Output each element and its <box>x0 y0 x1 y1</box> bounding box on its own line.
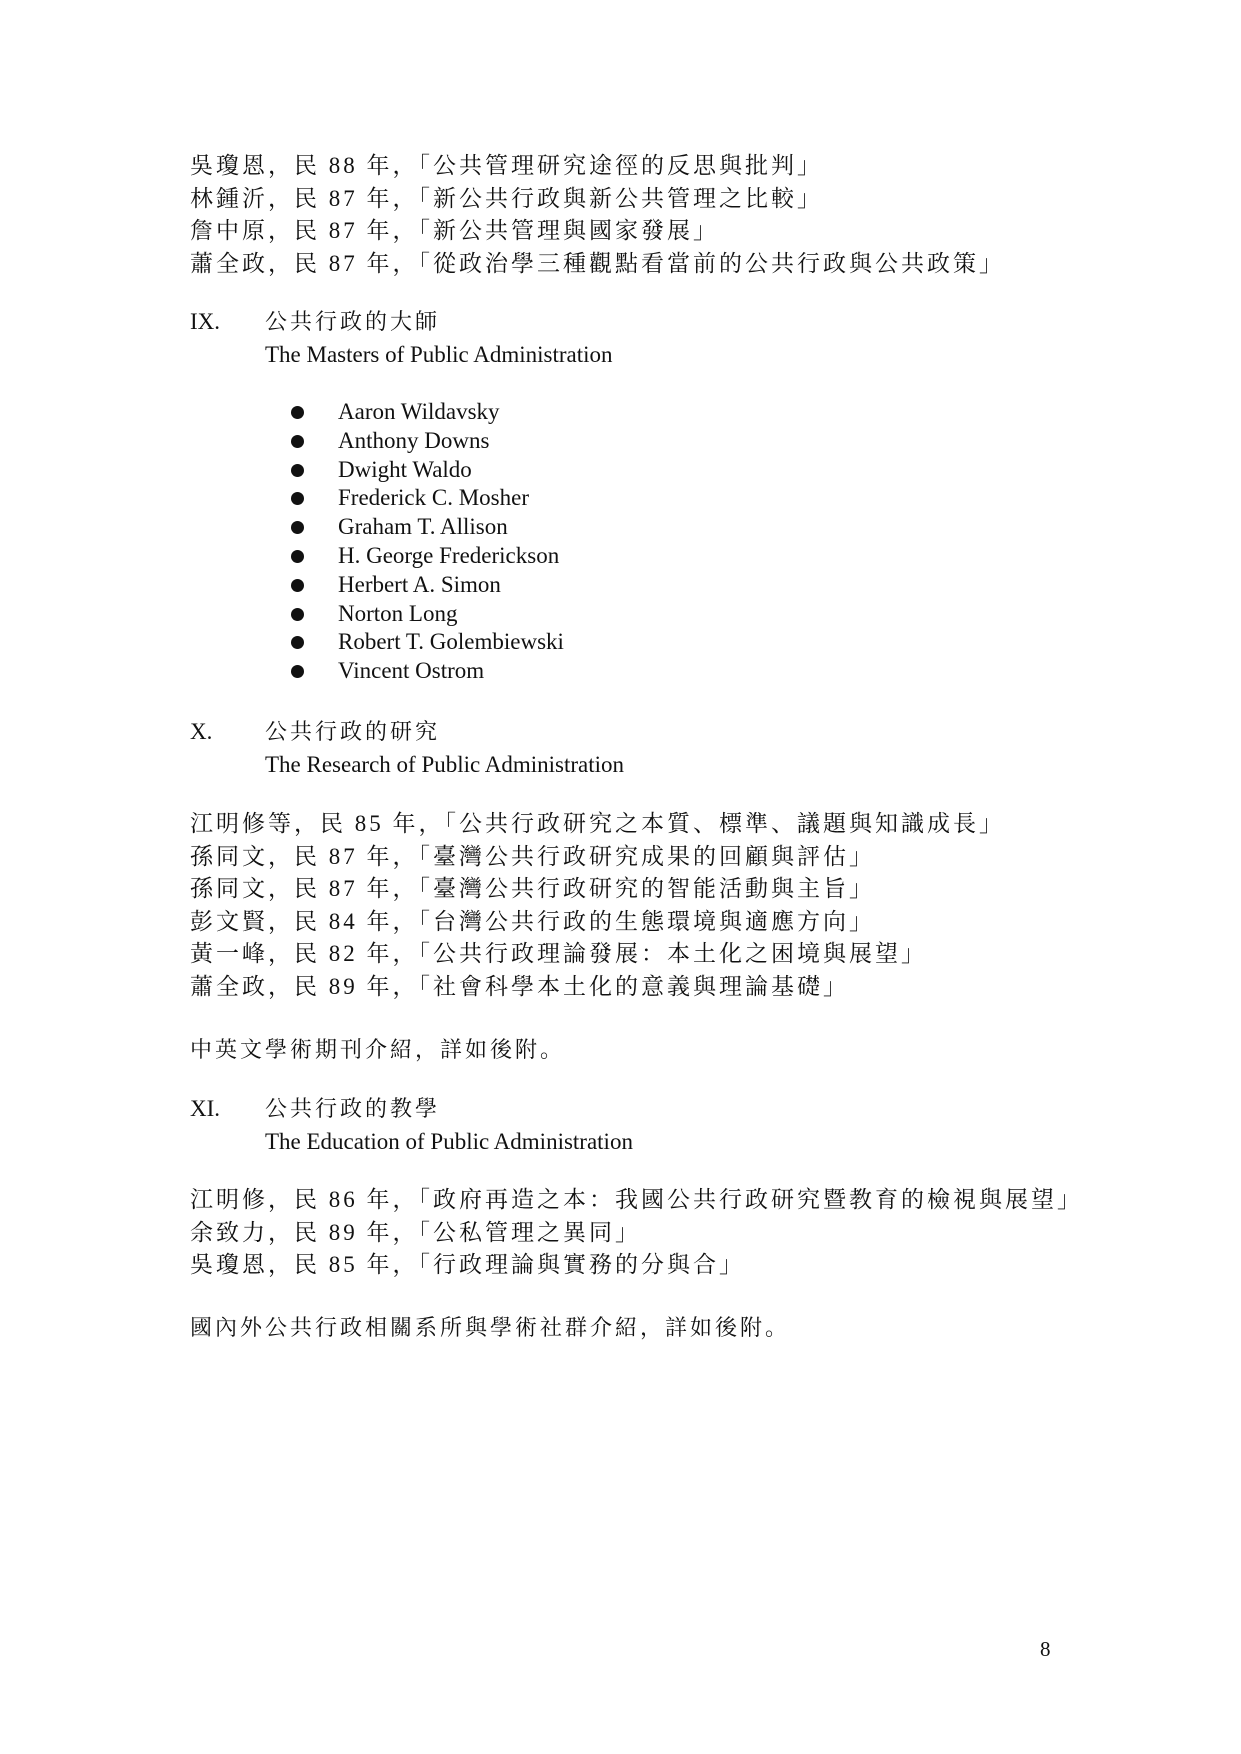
masters-list <box>290 398 564 686</box>
section-number: IX. <box>190 309 221 334</box>
research-reference-list <box>190 808 1090 1003</box>
section-title-zh: 公共行政的大師 <box>265 309 441 334</box>
bullet-icon <box>291 608 304 621</box>
list-item <box>290 542 564 571</box>
list-item <box>290 398 564 427</box>
department-note: 國內外公共行政相關系所與學術社群介紹，詳如後附。 <box>190 1315 791 1340</box>
reference-line: 吳瓊恩，民 88 年，「公共管理研究途徑的反思與批判」 <box>190 153 823 178</box>
bullet-icon <box>291 435 304 448</box>
section-number: X. <box>190 719 213 744</box>
reference-line: 孫同文，民 87 年，「臺灣公共行政研究的智能活動與主旨」 <box>190 876 875 901</box>
section-xi-heading <box>190 1092 1090 1158</box>
reference-line: 吳瓊恩，民 85 年，「行政理論與實務的分與合」 <box>190 1252 745 1277</box>
master-name: H. George Frederickson <box>338 542 560 568</box>
list-item <box>290 628 564 657</box>
list-item <box>290 513 564 542</box>
reference-line: 孫同文，民 87 年，「臺灣公共行政研究成果的回顧與評估」 <box>190 843 875 869</box>
master-name: Norton Long <box>338 600 458 626</box>
section-ix-heading <box>190 305 1090 371</box>
master-name: Robert T. Golembiewski <box>338 629 564 655</box>
reference-line: 江明修等，民 85 年，「公共行政研究之本質、標準、議題與知識成長」 <box>190 811 1005 836</box>
reference-line: 蕭全政，民 87 年，「從政治學三種觀點看當前的公共行政與公共政策」 <box>190 250 1005 276</box>
list-item <box>290 600 564 629</box>
bullet-icon <box>291 550 304 563</box>
section-title-zh: 公共行政的教學 <box>265 1096 441 1121</box>
education-reference-list <box>190 1184 1090 1282</box>
section-title-en: The Research of Public Administration <box>265 752 624 777</box>
top-reference-list <box>190 150 1090 280</box>
master-name: Dwight Waldo <box>338 456 472 482</box>
bullet-icon <box>291 665 304 678</box>
list-item <box>290 427 564 456</box>
reference-line: 余致力，民 89 年，「公私管理之異同」 <box>190 1219 641 1245</box>
list-item <box>290 484 564 513</box>
list-item <box>290 657 564 686</box>
reference-line: 黃一峰，民 82 年，「公共行政理論發展：本土化之困境與展望」 <box>190 941 927 966</box>
master-name: Anthony Downs <box>338 427 490 453</box>
bullet-icon <box>291 406 304 419</box>
reference-line: 蕭全政，民 89 年，「社會科學本土化的意義與理論基礎」 <box>190 973 849 999</box>
bullet-icon <box>291 464 304 477</box>
page-number: 8 <box>1040 1637 1051 1661</box>
bullet-icon <box>291 521 304 534</box>
list-item <box>290 456 564 485</box>
master-name: Graham T. Allison <box>338 514 508 540</box>
master-name: Frederick C. Mosher <box>338 485 529 511</box>
reference-line: 林鍾沂，民 87 年，「新公共行政與新公共管理之比較」 <box>190 185 823 211</box>
section-title-zh: 公共行政的研究 <box>265 719 441 744</box>
reference-line: 彭文賢，民 84 年，「台灣公共行政的生態環境與適應方向」 <box>190 908 875 934</box>
reference-line: 江明修，民 86 年，「政府再造之本：我國公共行政研究暨教育的檢視與展望」 <box>190 1187 1083 1212</box>
bullet-icon <box>291 636 304 649</box>
section-number: XI. <box>190 1096 221 1121</box>
bullet-icon <box>291 579 304 592</box>
list-item <box>290 571 564 600</box>
bullet-icon <box>291 492 304 505</box>
section-x-heading <box>190 715 1090 781</box>
master-name: Vincent Ostrom <box>338 658 485 684</box>
reference-line: 詹中原，民 87 年，「新公共管理與國家發展」 <box>190 218 719 243</box>
master-name: Herbert A. Simon <box>338 571 501 597</box>
section-title-en: The Education of Public Administration <box>265 1129 633 1154</box>
section-title-en: The Masters of Public Administration <box>265 342 613 367</box>
journal-note: 中英文學術期刊介紹，詳如後附。 <box>190 1037 566 1062</box>
master-name: Aaron Wildavsky <box>338 399 500 424</box>
